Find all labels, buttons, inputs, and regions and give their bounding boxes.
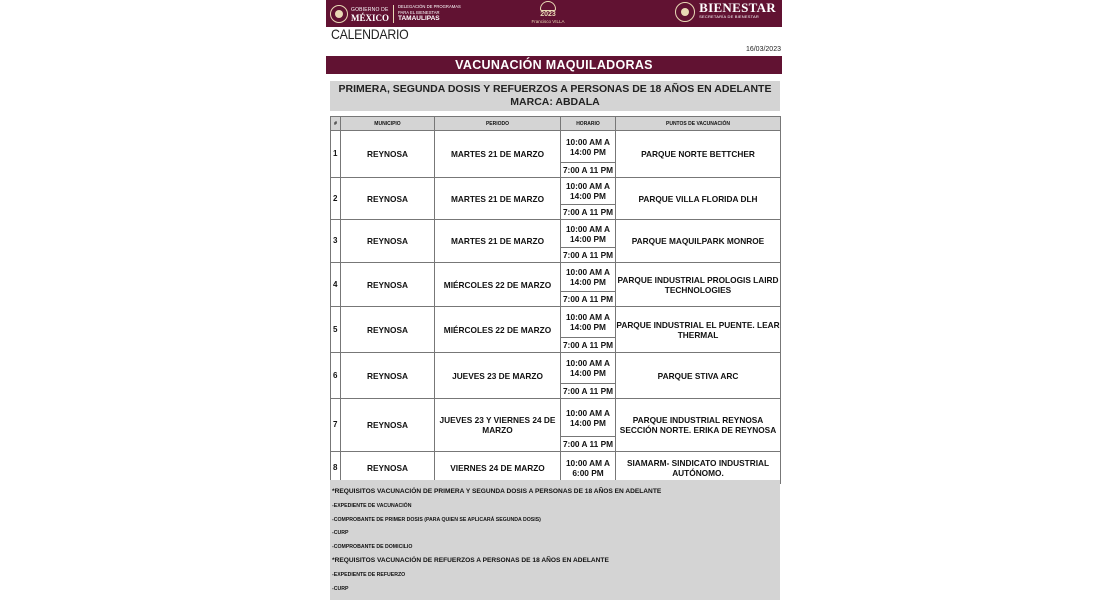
row-periodo: JUEVES 23 Y VIERNES 24 DE MARZO — [435, 399, 561, 452]
row-punto-vacunacion: PARQUE INDUSTRIAL EL PUENTE. LEAR THERMAL — [616, 307, 781, 353]
row-periodo: MARTES 21 DE MARZO — [435, 131, 561, 178]
requirement-item: -EXPEDIENTE DE REFUERZO — [332, 572, 406, 578]
row-municipio: REYNOSA — [341, 307, 435, 353]
table-row — [331, 263, 781, 292]
table-row — [331, 178, 781, 205]
row-horario-1: 10:00 AM A 14:00 PM — [561, 399, 616, 437]
calendar-sheet — [326, 0, 782, 600]
bienestar-logo — [675, 2, 776, 22]
row-municipio: REYNOSA — [341, 220, 435, 263]
table-header-row — [331, 117, 781, 131]
vaccination-table — [330, 116, 781, 484]
row-number: 2 — [331, 178, 341, 220]
col-num: # — [331, 117, 341, 131]
row-horario-1: 10:00 AM A 6:00 PM — [561, 452, 616, 484]
header-divider — [393, 5, 394, 23]
row-municipio: REYNOSA — [341, 178, 435, 220]
requirements-heading-1: *REQUISITOS VACUNACIÓN DE PRIMERA Y SEGUNDA DOSIS A PERSONAS DE 18 AÑOS EN ADELANTE — [332, 488, 662, 495]
col-puntos: PUNTOS DE VACUNACIÓN — [616, 117, 781, 131]
requirement-item: -CURP — [332, 586, 349, 592]
delegacion-label — [398, 4, 461, 23]
gov-label-small: GOBIERNO DE — [351, 6, 389, 13]
requirements-heading-2: *REQUISITOS VACUNACIÓN DE REFUERZOS A PERSONAS DE 18 AÑOS EN ADELANTE — [332, 557, 609, 564]
row-municipio: REYNOSA — [341, 263, 435, 307]
bienestar-seal-icon — [675, 2, 695, 22]
requirement-item: -COMPROBANTE DE DOMICILIO — [332, 544, 413, 550]
year-label: 2023 — [540, 11, 556, 18]
requirement-item: -COMPROBANTE DE PRIMER DOSIS (PARA QUIEN SE APLICARÁ SEGUNDA DOSIS) — [332, 517, 541, 523]
row-horario-1: 10:00 AM A 14:00 PM — [561, 131, 616, 163]
main-title: VACUNACIÓN MAQUILADORAS — [326, 56, 782, 74]
subtitle-line2: MARCA: ABDALA — [510, 96, 600, 108]
deleg-state: TAMAULIPAS — [398, 15, 440, 22]
row-periodo: JUEVES 23 DE MARZO — [435, 353, 561, 399]
col-periodo: PERIODO — [435, 117, 561, 131]
requirement-item: -CURP — [332, 530, 349, 536]
table-row — [331, 399, 781, 437]
table-row — [331, 131, 781, 163]
row-municipio: REYNOSA — [341, 131, 435, 178]
national-seal-icon — [330, 5, 348, 23]
row-periodo: MARTES 21 DE MARZO — [435, 220, 561, 263]
row-horario-2: 7:00 A 11 PM — [561, 163, 616, 178]
row-punto-vacunacion: PARQUE VILLA FLORIDA DLH — [616, 178, 781, 220]
row-periodo: VIERNES 24 DE MARZO — [435, 452, 561, 484]
table-row — [331, 307, 781, 338]
gov-label-big: MÉXICO — [351, 12, 389, 23]
row-horario-2: 7:00 A 11 PM — [561, 384, 616, 399]
row-number: 8 — [331, 452, 341, 484]
row-number: 4 — [331, 263, 341, 307]
row-horario-2: 7:00 A 11 PM — [561, 338, 616, 353]
table-row — [331, 353, 781, 384]
calendar-title: CALENDARIO — [331, 26, 409, 42]
table-row — [331, 220, 781, 248]
row-punto-vacunacion: PARQUE NORTE BETTCHER — [616, 131, 781, 178]
row-number: 5 — [331, 307, 341, 353]
header-banner — [326, 0, 782, 27]
subtitle-line1: PRIMERA, SEGUNDA DOSIS Y REFUERZOS A PERSONAS DE 18 AÑOS EN ADELANTE — [338, 83, 772, 95]
row-number: 3 — [331, 220, 341, 263]
year-text: Francisco VILLA — [531, 19, 565, 24]
row-horario-1: 10:00 AM A 14:00 PM — [561, 178, 616, 205]
deleg-line1: DELEGACIÓN DE PROGRAMAS — [398, 4, 461, 9]
row-municipio: REYNOSA — [341, 353, 435, 399]
row-number: 6 — [331, 353, 341, 399]
row-number: 1 — [331, 131, 341, 178]
requirement-item: -EXPEDIENTE DE VACUNACIÓN — [332, 503, 412, 509]
document-date: 16/03/2023 — [745, 46, 781, 53]
col-municipio: MUNICIPIO — [341, 117, 435, 131]
sombrero-icon — [540, 1, 556, 11]
row-horario-1: 10:00 AM A 14:00 PM — [561, 263, 616, 292]
table-row — [331, 452, 781, 484]
row-punto-vacunacion: PARQUE INDUSTRIAL PROLOGIS LAIRD TECHNOLOGIES — [616, 263, 781, 307]
col-horario: HORARIO — [561, 117, 616, 131]
row-horario-1: 10:00 AM A 14:00 PM — [561, 307, 616, 338]
row-horario-1: 10:00 AM A 14:00 PM — [561, 353, 616, 384]
row-periodo: MARTES 21 DE MARZO — [435, 178, 561, 220]
row-periodo: MIÉRCOLES 22 DE MARZO — [435, 307, 561, 353]
row-punto-vacunacion: PARQUE INDUSTRIAL REYNOSA SECCIÓN NORTE. ERIKA DE REYNOSA — [616, 399, 781, 452]
row-periodo: MIÉRCOLES 22 DE MARZO — [435, 263, 561, 307]
subtitle-block — [330, 81, 780, 111]
year-logo — [522, 1, 574, 26]
gobierno-logo — [330, 5, 389, 23]
row-horario-1: 10:00 AM A 14:00 PM — [561, 220, 616, 248]
row-punto-vacunacion: PARQUE STIVA ARC — [616, 353, 781, 399]
deleg-line2: PARA EL BIENESTAR — [398, 9, 440, 15]
row-punto-vacunacion: PARQUE MAQUILPARK MONROE — [616, 220, 781, 263]
row-municipio: REYNOSA — [341, 399, 435, 452]
brand-name: BIENESTAR — [699, 0, 776, 15]
row-horario-2: 7:00 A 11 PM — [561, 292, 616, 307]
requirements-box — [330, 480, 780, 600]
row-horario-2: 7:00 A 11 PM — [561, 437, 616, 452]
row-number: 7 — [331, 399, 341, 452]
brand-subtitle: SECRETARÍA DE BIENESTAR — [699, 14, 759, 19]
row-horario-2: 7:00 A 11 PM — [561, 248, 616, 263]
row-horario-2: 7:00 A 11 PM — [561, 205, 616, 220]
row-municipio: REYNOSA — [341, 452, 435, 484]
row-punto-vacunacion: SIAMARM- SINDICATO INDUSTRIAL AUTÓNOMO. — [616, 452, 781, 484]
